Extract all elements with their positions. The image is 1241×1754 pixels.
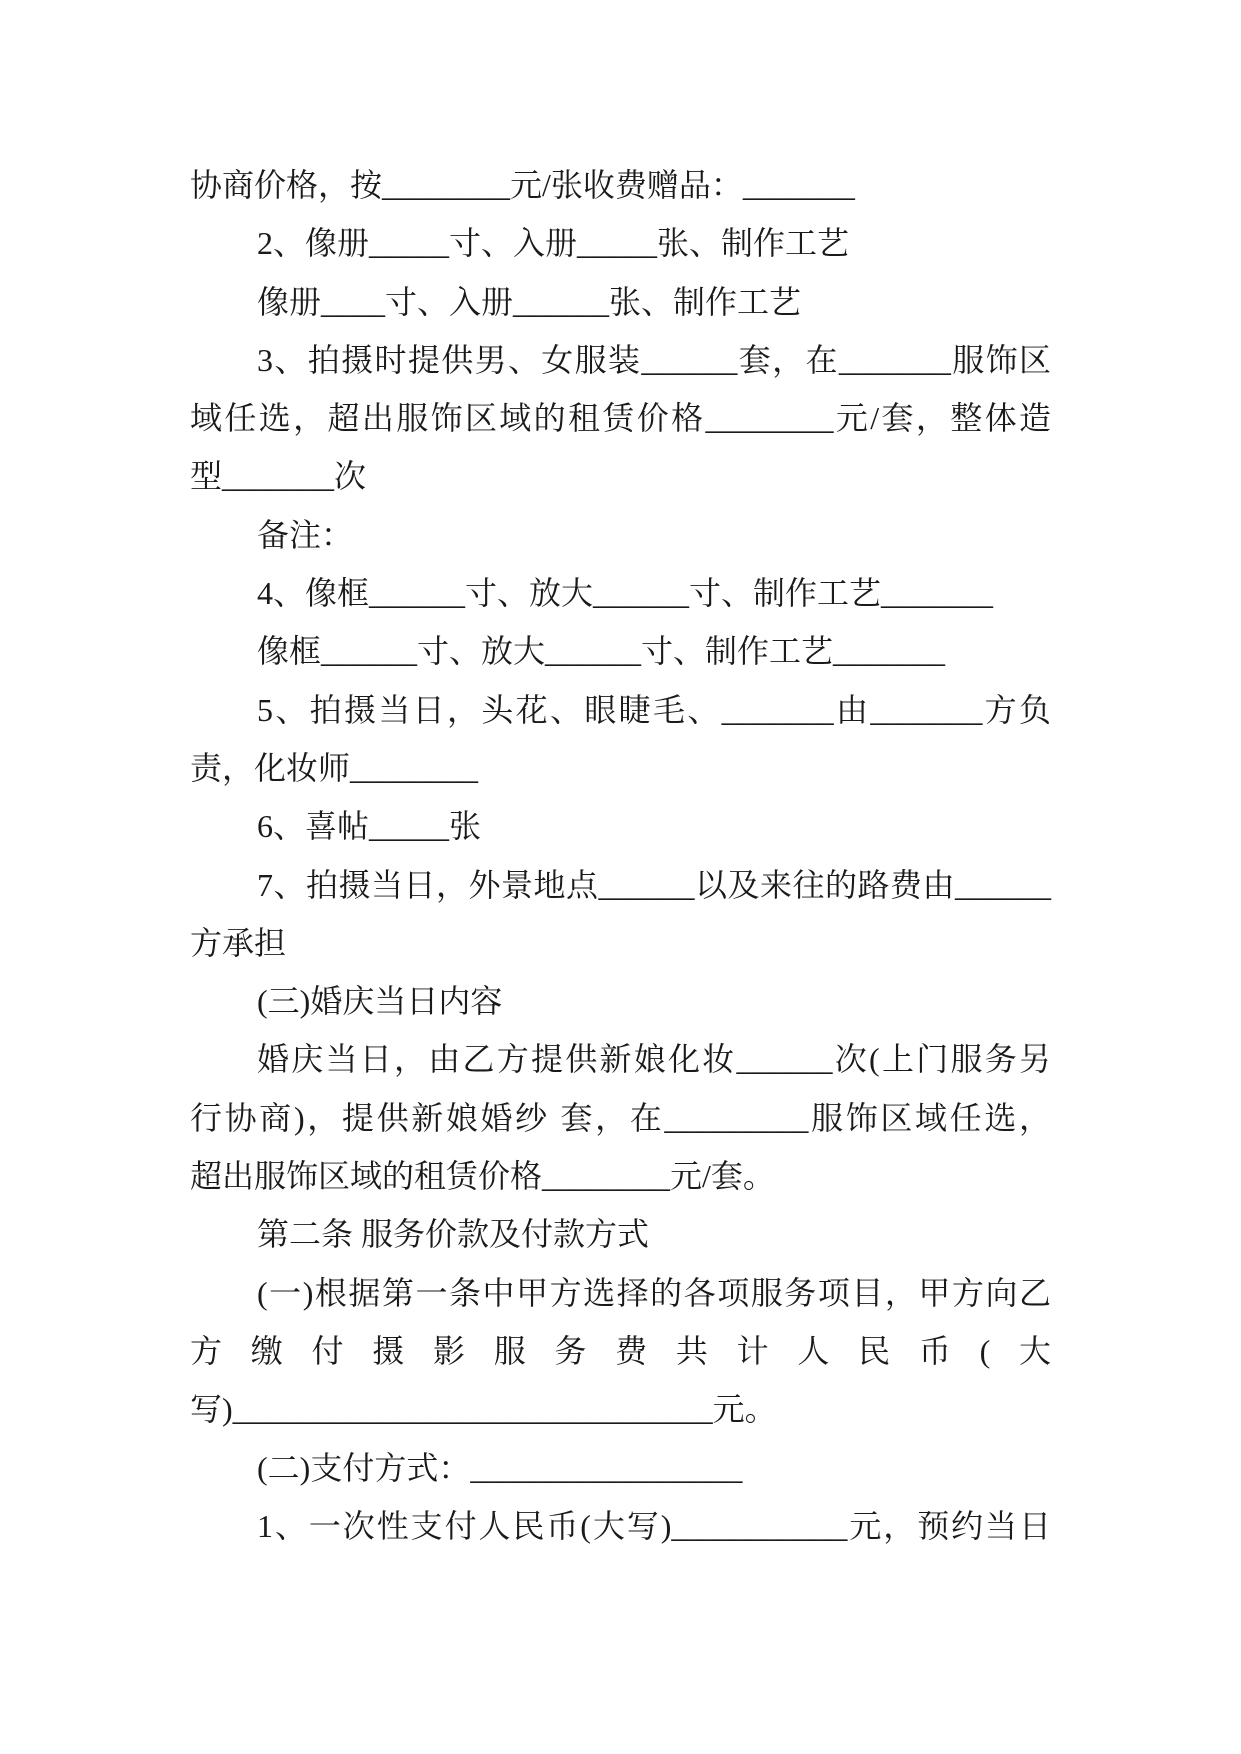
text-line: 协商价格，按________元/张收费赠品：_______: [190, 167, 855, 203]
payment-method-paragraph: [190, 1439, 1051, 1497]
text-line: 型_______次: [190, 458, 367, 495]
document-body: [190, 156, 1051, 1555]
section-3-heading: [190, 972, 1051, 1030]
text-line: 4、像框______寸、放大______寸、制作工艺_______: [257, 575, 994, 612]
text-line: 备注：: [257, 516, 354, 553]
wedding-day-paragraph: [190, 1030, 1051, 1205]
text-line: 7、拍摄当日，外景地点______以及来往的路费由______: [257, 866, 1051, 903]
text-line: 域任选，超出服饰区域的租赁价格________元/套，整体造: [190, 400, 1051, 437]
text-line: 行协商)，提供新娘婚纱 套，在_________服饰区域任选，: [190, 1099, 1051, 1136]
text-line: 像框______寸、放大______寸、制作工艺_______: [257, 633, 946, 670]
text-line: (二)支付方式：_________________: [257, 1449, 743, 1486]
article-2-heading: [190, 1205, 1051, 1263]
text-line: (一)根据第一条中甲方选择的各项服务项目，甲方向乙: [257, 1274, 1051, 1311]
clause-3-costumes: [190, 331, 1051, 506]
text-line: 6、喜帖_____张: [257, 808, 482, 845]
text-line: 婚庆当日，由乙方提供新娘化妆______次(上门服务另: [257, 1041, 1051, 1078]
text-line: 3、拍摄时提供男、女服装______套，在_______服饰区: [257, 341, 1051, 378]
text-line: 责，化妆师________: [190, 749, 479, 786]
remarks-label: [190, 506, 1051, 564]
text-line: 超出服饰区域的租赁价格________元/套。: [190, 1158, 775, 1195]
text-line: 像册____寸、入册______张、制作工艺: [257, 283, 802, 320]
clause-5-accessories: [190, 681, 1051, 798]
text-line: 第二条 服务价款及付款方式: [257, 1216, 650, 1253]
payment-amount-paragraph: [190, 1264, 1051, 1439]
text-line: 1、一次性支付人民币(大写)___________元，预约当日: [257, 1507, 1051, 1544]
clause-2-album-second: [190, 273, 1051, 331]
clause-2-album: [190, 214, 1051, 272]
clause-7-location: [190, 856, 1051, 973]
text-line: 方承担: [190, 924, 287, 961]
text-line: (三)婚庆当日内容: [257, 983, 503, 1020]
text-line: 2、像册_____寸、入册_____张、制作工艺: [257, 225, 850, 262]
text-line: 写)______________________________元。: [190, 1391, 777, 1428]
text-line: 5、拍摄当日，头花、眼睫毛、_______由_______方负: [257, 691, 1051, 728]
clause-6-invitations: [190, 797, 1051, 855]
paragraph-pricing-continued: [190, 156, 1051, 214]
text-line: 方缴付摄影服务费共计人民币(大: [190, 1332, 1051, 1369]
clause-4-frame-second: [190, 622, 1051, 680]
clause-4-frame: [190, 564, 1051, 622]
payment-option-1: [190, 1497, 1051, 1555]
